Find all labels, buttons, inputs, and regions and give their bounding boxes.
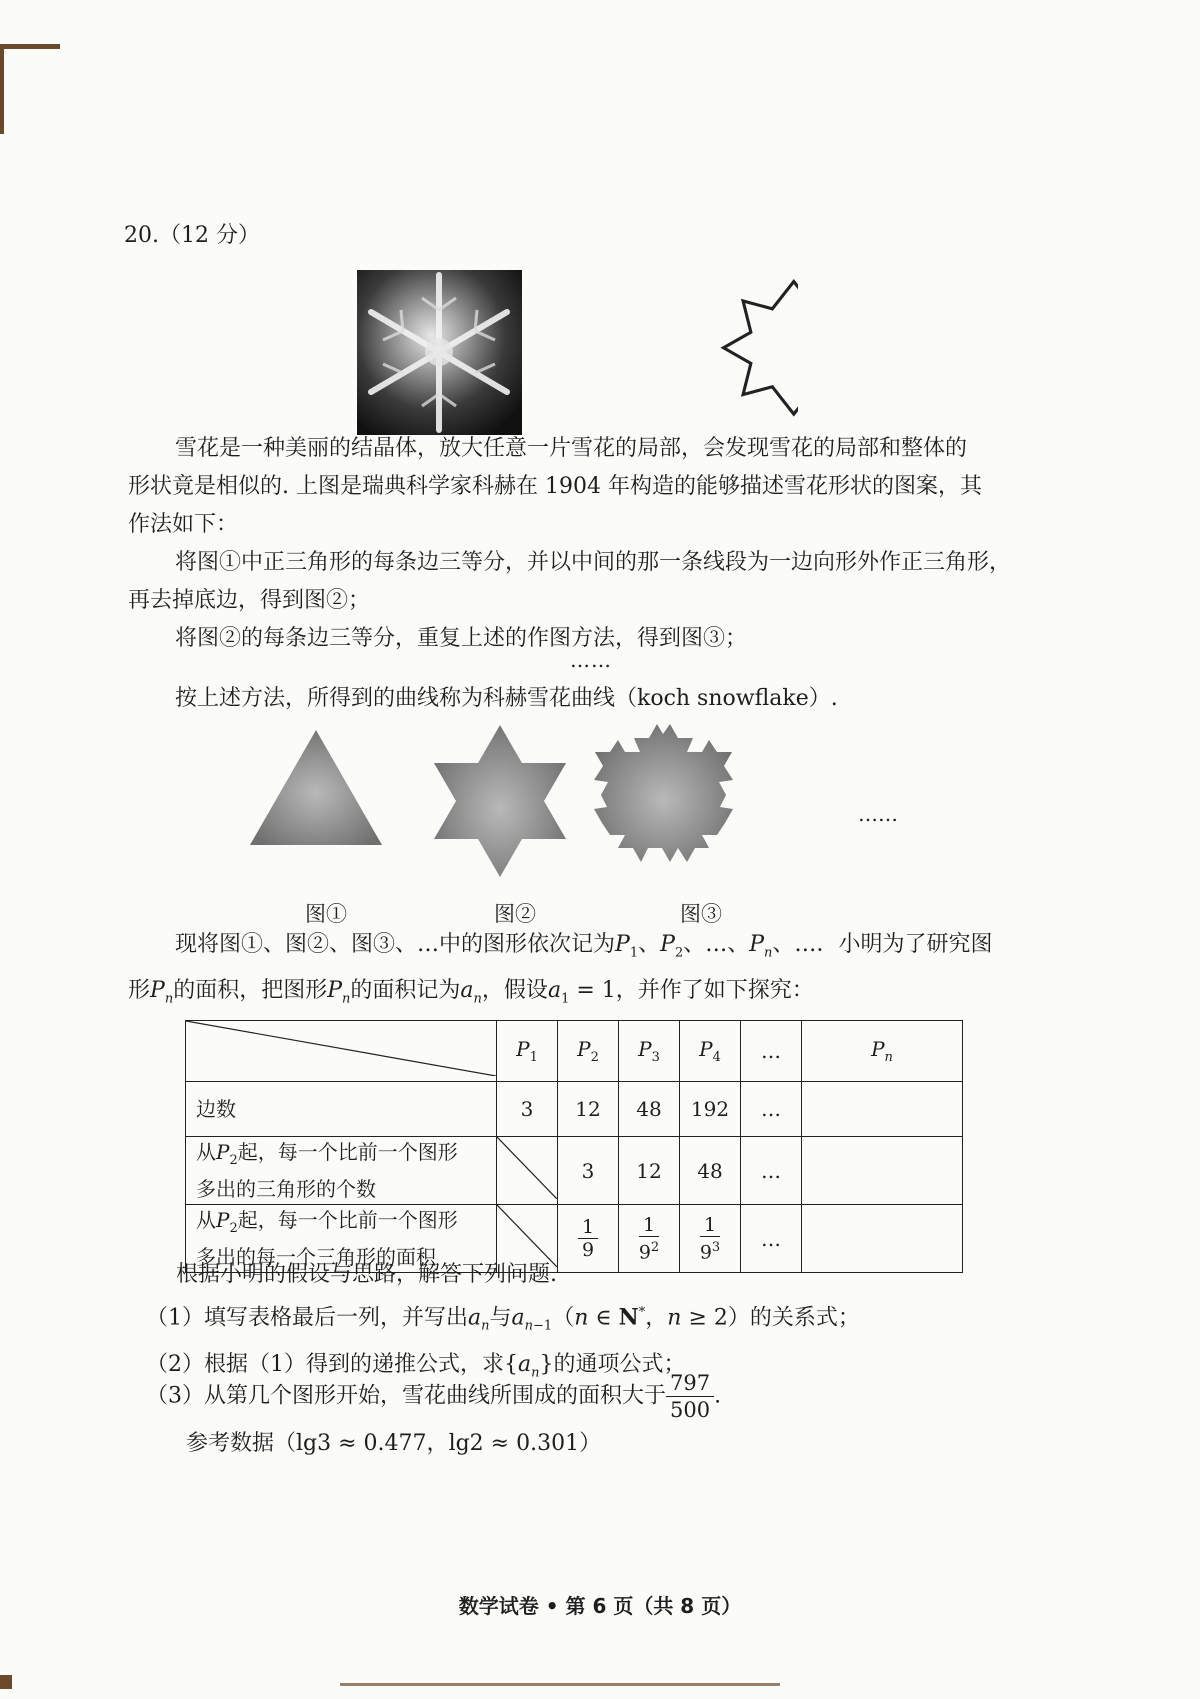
koch-figures	[250, 720, 870, 890]
table-cell: …	[741, 1082, 802, 1137]
table-row	[186, 1082, 963, 1137]
conclusion-line: 按上述方法，所得到的曲线称为科赫雪花曲线（koch snowflake）.	[175, 686, 838, 711]
table-cell: 48	[680, 1137, 741, 1205]
snowflake-photo	[357, 270, 522, 435]
answer-cell[interactable]	[802, 1082, 963, 1137]
notation-paragraph	[128, 926, 1068, 1019]
header-p2: $P_2$	[558, 1021, 619, 1082]
figure-1-triangle	[250, 730, 382, 845]
figure-3-snowflake	[594, 724, 733, 862]
table-cell: $\frac{1}{9^3}$	[680, 1205, 741, 1273]
figures-trailing-ellipsis: ……	[858, 802, 898, 826]
question-2: （2）根据（1）得到的递推公式，求$\{a_n\}$的通项公式；	[146, 1351, 686, 1381]
notation-line-1: 现将图①、图②、图③、…中的图形依次记为$P_1$、$P_2$、…、$P_n$、…．小明为了研究图	[175, 932, 993, 961]
table-cell: $\frac{1}{9^2}$	[619, 1205, 680, 1273]
intro-line-1: 雪花是一种美丽的结晶体，放大任意一片雪花的局部，会发现雪花的局部和整体的	[175, 436, 968, 461]
step-line-1: 将图①中正三角形的每条边三等分，并以中间的那一条线段为一边向形外作正三角形，	[175, 550, 1012, 575]
notation-line-2: 形$P_n$的面积，把图形$P_n$的面积记为$a_n$，假设$a_1 = 1$，并作了如下探究：	[128, 978, 814, 1007]
question-1: （1）填写表格最后一列，并写出$a_n$与$a_{n-1}(n$ ∈ N*，n ≥ 2）的关系式；	[146, 1304, 860, 1334]
row-label-edges: 边数	[186, 1082, 497, 1137]
table-cell: 12	[619, 1137, 680, 1205]
table-row	[186, 1137, 963, 1205]
scan-edge-mark-bottom	[340, 1683, 780, 1686]
table-cell: …	[741, 1137, 802, 1205]
table-cell-slashed	[497, 1137, 558, 1205]
header-ellipsis: …	[741, 1021, 802, 1082]
header-p4: $P_4$	[680, 1021, 741, 1082]
table-cell: 3	[497, 1082, 558, 1137]
steps-paragraph	[128, 544, 1028, 658]
reference-data: 参考数据（lg3 ≈ 0.477，lg2 ≈ 0.301）	[186, 1431, 602, 1456]
table-cell: 3	[558, 1137, 619, 1205]
conclusion-paragraph	[128, 680, 1028, 718]
row-label-triangle-area: 从$P_2$起，每一个比前一个图形 多出的每一个三角形的面积	[186, 1205, 497, 1273]
intro-line-3: 作法如下：	[128, 512, 239, 537]
header-pn: $P_n$	[802, 1021, 963, 1082]
row-label-new-triangles: 从$P_2$起，每一个比前一个图形 多出的三角形的个数	[186, 1137, 497, 1205]
page-footer: 数学试卷 • 第 6 页（共 8 页）	[458, 1594, 742, 1618]
header-p1: $P_1$	[497, 1021, 558, 1082]
ellipsis: ……	[570, 648, 612, 672]
table-cell: 12	[558, 1082, 619, 1137]
intro-line-2: 形状竟是相似的. 上图是瑞典科学家科赫在 1904 年构造的能够描述雪花形状的图案，其	[128, 474, 982, 499]
question-3: （3）从第几个图形开始，雪花曲线所围成的面积大于 $\frac{797}{500}$ .	[146, 1371, 722, 1422]
koch-snowflake-outline	[628, 265, 798, 425]
figure-2-star	[434, 725, 566, 877]
step-line-3: 将图②的每条边三等分，重复上述的作图方法，得到图③；	[175, 626, 748, 651]
table-cell: 48	[619, 1082, 680, 1137]
step-line-2: 再去掉底边，得到图②；	[128, 588, 371, 613]
figure-label-3: 图③	[680, 902, 722, 926]
scan-edge-mark-left	[0, 44, 4, 134]
table-diagonal-header	[186, 1021, 497, 1082]
scan-edge-mark-bottom-left	[0, 1675, 12, 1689]
table-cell: …	[741, 1205, 802, 1273]
figure-label-1: 图①	[305, 902, 347, 926]
after-table-text: 根据小明的假设与思路，解答下列问题.	[176, 1262, 557, 1287]
figure-label-2: 图②	[494, 902, 536, 926]
header-p3: $P_3$	[619, 1021, 680, 1082]
answer-cell[interactable]	[802, 1137, 963, 1205]
table-cell: $\frac{1}{9}$	[558, 1205, 619, 1273]
intro-paragraph	[128, 430, 1028, 544]
table-cell: 192	[680, 1082, 741, 1137]
question-number: 20.（12 分）	[124, 223, 260, 248]
scan-edge-mark-top	[0, 44, 60, 49]
exploration-table	[185, 1020, 963, 1273]
